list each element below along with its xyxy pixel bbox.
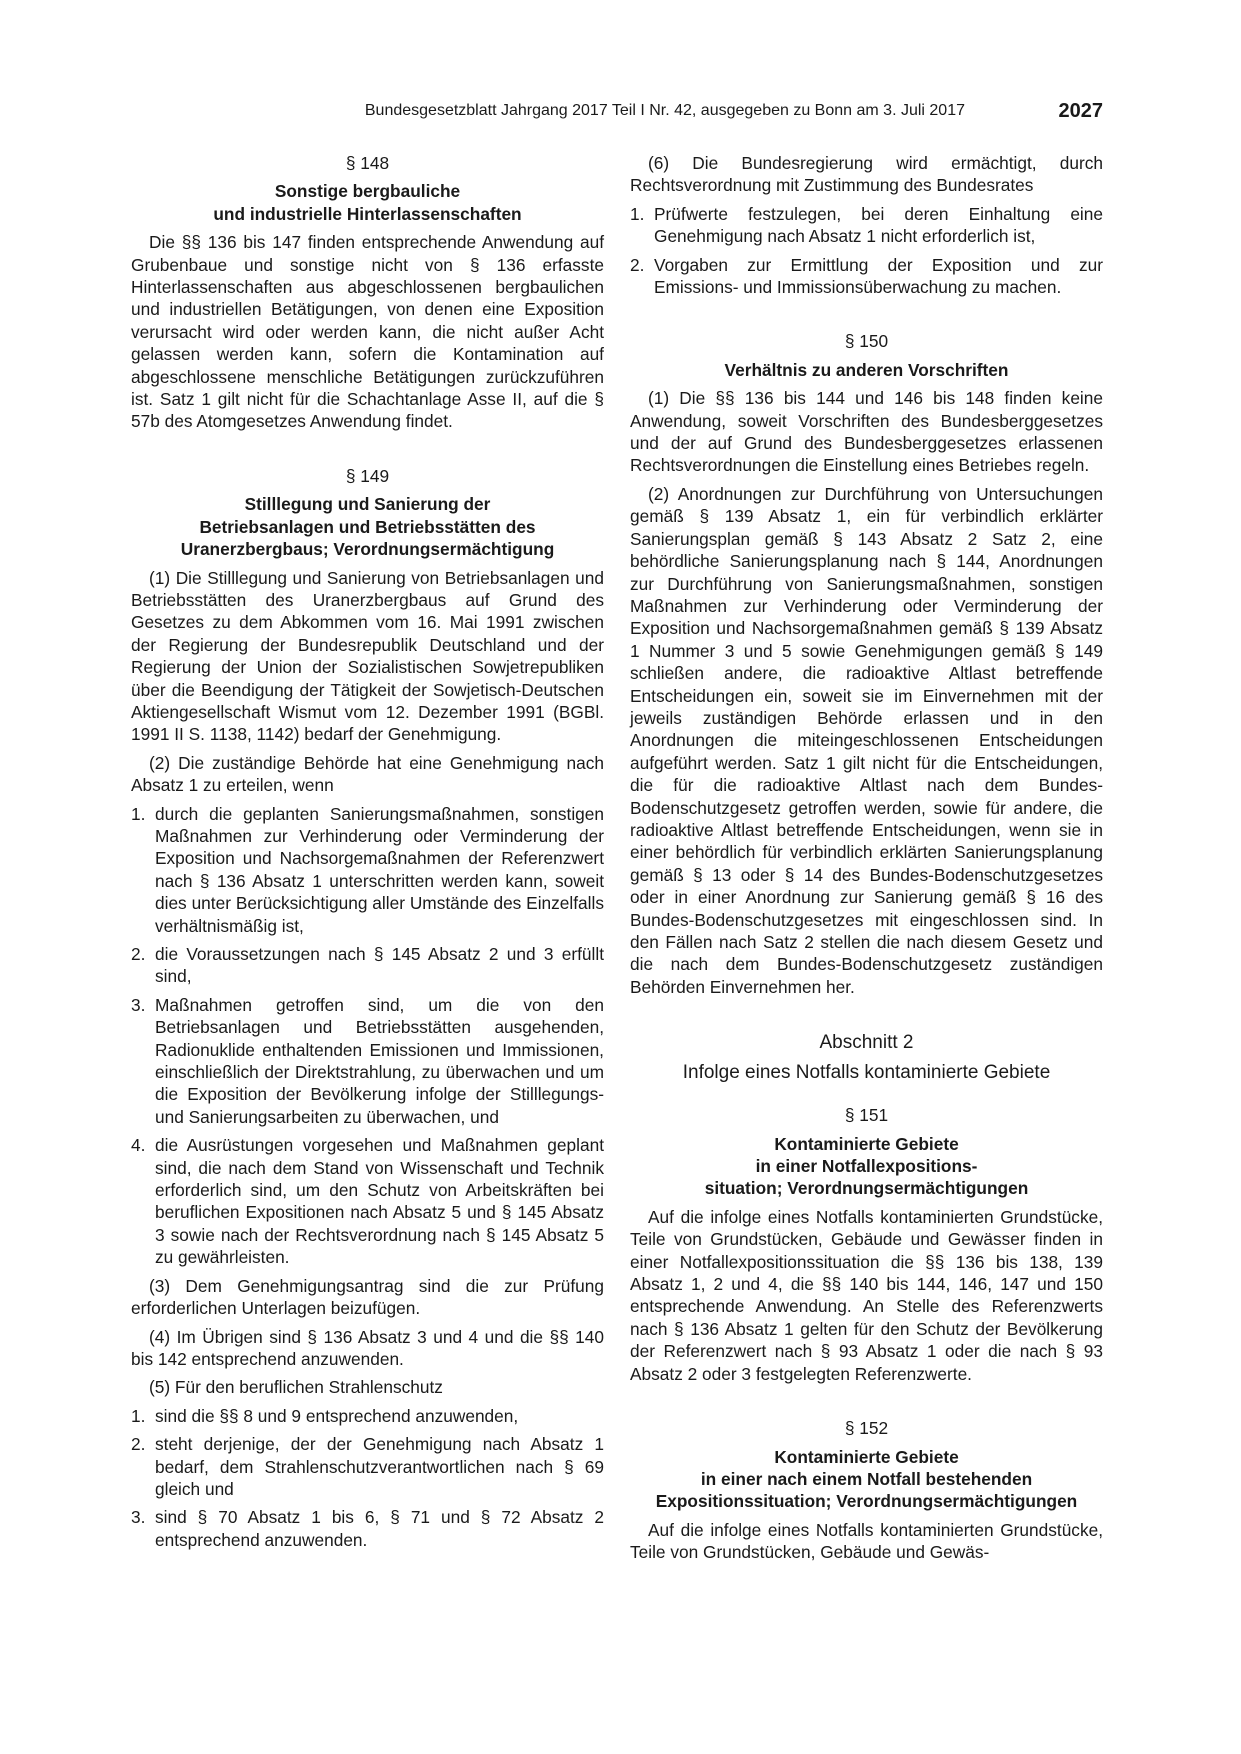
list-item [131, 1506, 604, 1551]
chapter-label: Abschnitt 2 [819, 1032, 914, 1054]
section-title-line: in einer Notfallexpositions- [755, 1156, 978, 1177]
section-title-line: und industrielle Hinterlassenschaften [213, 203, 522, 224]
paragraph: (1) Die §§ 136 bis 144 und 146 bis 148 finden keine Anwendung, soweit Vorschriften des Bundesberggesetzes und der auf Grund des Bundesberggesetzes erlassenen Rechtsverordnungen die Einstellung eines Betriebes regeln. [630, 388, 1103, 476]
section-title-line: Kontaminierte Gebiete [774, 1446, 959, 1467]
section-title-151 [630, 1133, 1103, 1200]
numbered-list-abs5 [131, 1405, 604, 1551]
paragraph: (5) Für den beruflichen Strahlenschutz [149, 1377, 443, 1398]
paragraph: Auf die infolge eines Notfalls kontaminierten Grundstücke, Teile von Grundstücken, Gebäude und Gewäs- [630, 1519, 1103, 1563]
list-item [630, 203, 1103, 248]
numbered-list-abs6 [630, 203, 1103, 299]
list-number: 3. [131, 1507, 146, 1528]
list-number: 2. [630, 254, 645, 275]
section-title-148 [131, 180, 604, 225]
list-text: Vorgaben zur Ermittlung der Exposition und zur Emissions- und Immissionsüberwachung zu machen. [654, 254, 1103, 298]
paragraph: (2) Anordnungen zur Durchführung von Untersuchungen gemäß § 139 Absatz 1, ein für verbindlich erklärter Sanierungsplan gemäß § 143 Absatz 2 Satz 2, eine behördliche Sanierungsplanung nach § 144, Anordnungen zur Durchführung von Sanierungsmaßnahmen, sonstigen Maßnahmen zur Verhinderung oder Verminderung der Exposition und Nachsorgemaßnahmen gemäß § 139 Absatz 1 Nummer 3 und 5 sowie Genehmigungen gemäß § 149 schließen andere, die radioaktive Altlast betreffende Entscheidungen ein, soweit sie im Einvernehmen mit der jeweils zuständigen Behörde erlassen und in den Anordnungen die miteingeschlossenen Entscheidungen aufgeführt werden. Satz 1 gilt nicht für die Entscheidungen, die für die radioaktive Altlast nach dem Bundes-Bodenschutzgesetz getroffen werden, sowie für andere, die radioaktive Altlast betreffende Entscheidungen, wenn sie in einer behördlich für verbindlich erklärten Sanierungsplanung gemäß § 13 oder § 14 des Bundes-Bodenschutzgesetzes oder in einer Anordnung zur Sanierung gemäß § 16 des Bundes-Bodenschutzgesetzes mit eingeschlossen sind. In den Fällen nach Satz 2 stellen die nach diesem Gesetz und die nach dem Bundes-Bodenschutzgesetz zuständigen Behörden Einvernehmen her. [630, 483, 1103, 997]
header-title: Bundesgesetzblatt Jahrgang 2017 Teil I Nr. 42, ausgegeben zu Bonn am 3. Juli 2017 [364, 102, 965, 119]
page-number: 2027 [1058, 100, 1103, 122]
section-number-152: § 152 [844, 1418, 889, 1439]
list-number: 1. [131, 803, 146, 824]
numbered-list-abs2 [131, 803, 604, 1269]
section-number-151: § 151 [844, 1105, 889, 1126]
list-number: 3. [131, 994, 146, 1015]
list-item [131, 994, 604, 1128]
spacer [131, 439, 604, 465]
paragraph: Die §§ 136 bis 147 finden entsprechende Anwendung auf Grubenbaue und sonstige nicht von § 136 erfasste Hinterlassenschaften aus abgeschlossenen bergbaulichen und industriellen Betätigungen, von denen eine Exposition verursacht wird oder werden kann, die nicht außer Acht gelassen werden kann, sofern die Kontamination auf abgeschlossene menschliche Betätigungen zurückzuführen ist. Satz 1 gilt nicht für die Schachtanlage Asse II, auf die § 57b des Atomgesetzes Anwendung findet. [131, 232, 604, 432]
spacer [630, 1004, 1103, 1030]
list-item [131, 1405, 604, 1427]
list-item [131, 803, 604, 937]
page-header [150, 100, 1103, 128]
chapter-title: Infolge eines Notfalls kontaminierte Gebiete [682, 1062, 1051, 1084]
section-title-line: Sonstige bergbauliche [274, 181, 461, 202]
paragraph: Auf die infolge eines Notfalls kontaminierten Grundstücke, Teile von Grundstücken, Gebäude und Gewässer finden in einer Notfallexpositionssituation die §§ 136 bis 138, 139 Absatz 1, 2 und 4, die §§ 140 bis 144, 146, 147 und 150 entsprechende Anwendung. An Stelle des Referenzwerts nach § 136 Absatz 1 gelten für den Schutz der Bevölkerung der Referenzwert nach § 93 Absatz 1 oder die nach § 93 Absatz 2 oder 3 festgelegten Referenzwerte. [630, 1206, 1103, 1384]
list-text: durch die geplanten Sanierungsmaßnahmen, sonstigen Maßnahmen zur Verhinderung oder Verminderung der Exposition und Nachsorgemaßnahmen der Referenzwert nach § 136 Absatz 1 unterschritten werden kann, soweit dies unter Berücksichtigung aller Umstände des Einzelfalls verhältnismäßig ist, [155, 803, 604, 936]
section-title-line: situation; Verordnungsermächtigungen [704, 1178, 1029, 1199]
section-title-line: Expositionssituation; Verordnungsermächtigungen [655, 1491, 1078, 1512]
list-text: steht derjenige, der der Genehmigung nach Absatz 1 bedarf, dem Strahlenschutzverantwortlichen nach § 69 gleich und [155, 1434, 604, 1499]
paragraph: (6) Die Bundesregierung wird ermächtigt, durch Rechtsverordnung mit Zustimmung des Bundesrates [630, 153, 1103, 196]
paragraph: (2) Die zuständige Behörde hat eine Genehmigung nach Absatz 1 zu erteilen, wenn [131, 752, 604, 796]
section-title-line: Betriebsanlagen und Betriebsstätten des [199, 516, 536, 537]
section-title-line: Stilllegung und Sanierung der [244, 494, 491, 515]
section-number-148: § 148 [345, 153, 390, 173]
list-number: 4. [131, 1135, 146, 1156]
paragraph: (4) Im Übrigen sind § 136 Absatz 3 und 4 und die §§ 140 bis 142 entsprechend anzuwenden. [131, 1326, 604, 1369]
list-text: die Ausrüstungen vorgesehen und Maßnahmen geplant sind, die nach dem Stand von Wissenschaft und Technik erforderlich sind, um den Schutz von Arbeitskräften bei beruflichen Expositionen nach Absatz 5 und § 145 Absatz 3 sowie nach der Rechtsverordnung nach § 145 Absatz 5 zu gewährleisten. [155, 1135, 604, 1268]
list-number: 2. [131, 944, 146, 964]
list-text: sind die §§ 8 und 9 entsprechend anzuwenden, [155, 1405, 519, 1426]
section-number-149: § 149 [345, 465, 390, 486]
list-text: sind § 70 Absatz 1 bis 6, § 71 und § 72 Absatz 2 entsprechend anzuwenden. [155, 1507, 604, 1550]
section-title-150: Verhältnis zu anderen Vorschriften [724, 359, 1009, 380]
left-column [131, 152, 604, 1557]
section-title-line: Uranerzbergbaus; Verordnungsermächtigung [180, 539, 555, 560]
list-number: 2. [131, 1434, 146, 1455]
list-item [131, 1134, 604, 1268]
section-title-line: in einer nach einem Notfall bestehenden [700, 1468, 1033, 1489]
section-title-152 [630, 1446, 1103, 1513]
list-item [630, 254, 1103, 299]
list-item [131, 943, 604, 988]
spacer [630, 304, 1103, 330]
list-text: die Voraussetzungen nach § 145 Absatz 2 und 3 erfüllt sind, [155, 944, 604, 987]
list-text: Maßnahmen getroffen sind, um die von den Betriebsanlagen und Betriebsstätten ausgehenden, Radionuklide enthaltenden Emissionen und Immissionen, einschließlich der Direktstrahlung, zu überwachen und um die Exposition der Bevölkerung infolge der Stilllegungs- und Sanierungsarbeiten zu überwachen, und [155, 994, 604, 1127]
list-item [131, 1433, 604, 1500]
list-number: 1. [131, 1405, 146, 1426]
list-number: 1. [630, 203, 645, 224]
paragraph: (1) Die Stilllegung und Sanierung von Betriebsanlagen und Betriebsstätten des Uranerzbergbaus auf Grund des Gesetzes zu dem Abkommen vom 16. Mai 1991 zwischen der Regierung der Bundesrepublik Deutschland und der Regierung der Union der Sozialistischen Sowjetrepubliken über die Beendigung der Tätigkeit der Sowjetisch-Deutschen Aktiengesellschaft Wismut vom 12. Dezember 1991 (BGBl. 1991 II S. 1138, 1142) bedarf der Genehmigung. [131, 567, 604, 745]
section-title-line: Kontaminierte Gebiete [774, 1133, 959, 1154]
right-column [630, 152, 1103, 1570]
section-title-149 [131, 493, 604, 560]
paragraph: (3) Dem Genehmigungsantrag sind die zur Prüfung erforderlichen Unterlagen beizufügen. [131, 1275, 604, 1319]
section-number-150: § 150 [844, 331, 889, 352]
list-text: Prüfwerte festzulegen, bei deren Einhaltung eine Genehmigung nach Absatz 1 nicht erforderlich ist, [654, 203, 1103, 247]
spacer [630, 1391, 1103, 1417]
